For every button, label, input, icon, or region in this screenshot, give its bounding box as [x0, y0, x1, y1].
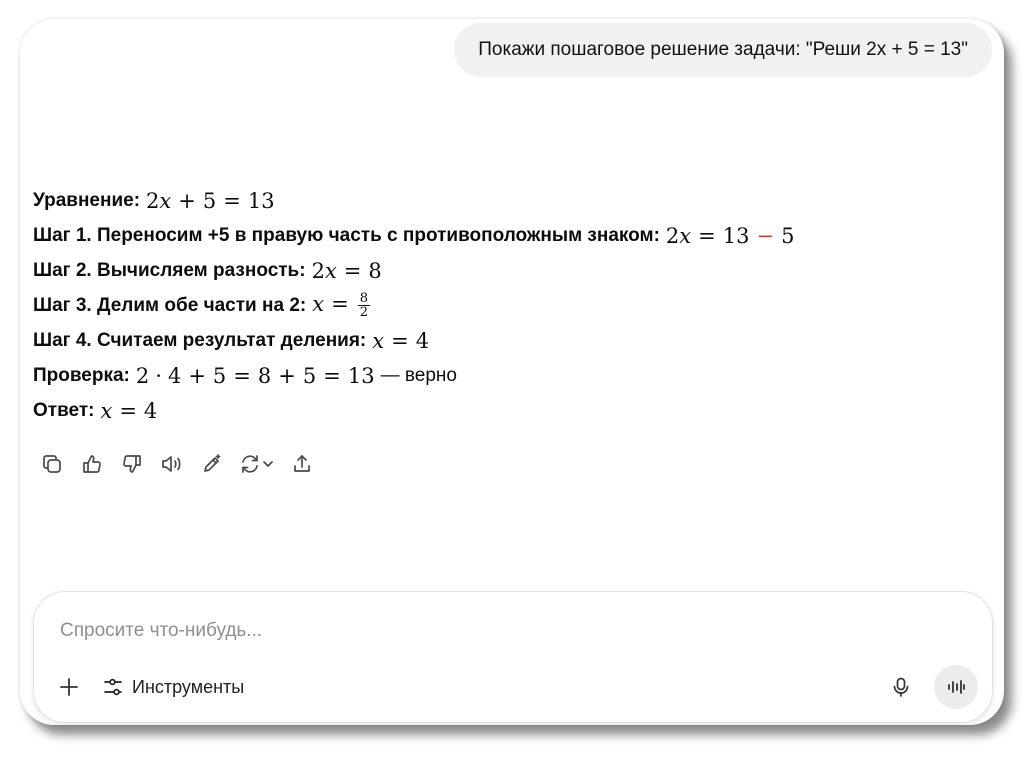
message-actions: [32, 449, 322, 479]
like-button[interactable]: [72, 449, 112, 479]
step-2-line: [33, 253, 973, 288]
equation-math: 2x + 5 = 13: [146, 188, 275, 213]
voice-mode-button[interactable]: [934, 665, 978, 709]
edit-icon: [201, 453, 223, 475]
step-2-label: Шаг 2. Вычисляем разность:: [33, 259, 306, 281]
result-math: x = 4: [100, 398, 158, 423]
edit-button[interactable]: [192, 449, 232, 479]
check-suffix: — верно: [380, 364, 457, 386]
equation-label: Уравнение:: [33, 189, 141, 211]
step-1-line: [33, 218, 973, 253]
plus-icon: [58, 676, 80, 698]
thumbs-up-icon: [81, 453, 103, 475]
copy-button[interactable]: [32, 449, 72, 479]
read-aloud-button[interactable]: [152, 449, 192, 479]
user-message-text: Покажи пошаговое решение задачи: "Реши 2x + 5 = 13": [478, 39, 968, 60]
dictate-button[interactable]: [886, 672, 916, 702]
step-1-math: 2x = 13 − 5: [665, 223, 795, 248]
thumbs-down-icon: [121, 453, 143, 475]
attach-button[interactable]: [56, 674, 82, 700]
step-4-line: [33, 323, 973, 358]
microphone-icon: [890, 676, 912, 698]
step-3-line: [33, 288, 973, 323]
prompt-input[interactable]: [58, 610, 862, 652]
step-4-label: Шаг 4. Считаем результат деления:: [33, 329, 367, 351]
check-label: Проверка:: [33, 364, 130, 386]
result-label: Ответ:: [33, 399, 95, 421]
dislike-button[interactable]: [112, 449, 152, 479]
composer: [33, 591, 993, 723]
chevron-down-icon: [261, 457, 275, 471]
equation-line: [33, 183, 973, 218]
voice-waveform-icon: [945, 676, 967, 698]
check-line: [33, 358, 973, 393]
user-message-bubble: [454, 23, 992, 77]
tools-button[interactable]: [102, 672, 244, 702]
check-math: 2 · 4 + 5 = 8 + 5 = 13: [135, 363, 375, 388]
tools-label: Инструменты: [132, 676, 245, 697]
sliders-icon: [102, 676, 124, 698]
chat-window: [20, 19, 1004, 725]
share-button[interactable]: [282, 449, 322, 479]
assistant-answer: [33, 183, 973, 428]
copy-icon: [41, 453, 63, 475]
fraction: $\frac{8}{2}$: [359, 291, 368, 320]
step-1-label: Шаг 1. Переносим +5 в правую часть с противоположным знаком:: [33, 224, 660, 246]
step-2-math: 2x = 8: [311, 258, 382, 283]
result-line: [33, 393, 973, 428]
share-icon: [291, 453, 313, 475]
step-4-math: x = 4: [372, 328, 430, 353]
step-3-math: x = $\frac{8}{2}$: [312, 291, 368, 320]
regenerate-button[interactable]: [232, 449, 282, 479]
regenerate-icon: [239, 453, 261, 475]
step-3-label: Шаг 3. Делим обе части на 2:: [33, 294, 307, 316]
read-aloud-icon: [160, 453, 184, 475]
